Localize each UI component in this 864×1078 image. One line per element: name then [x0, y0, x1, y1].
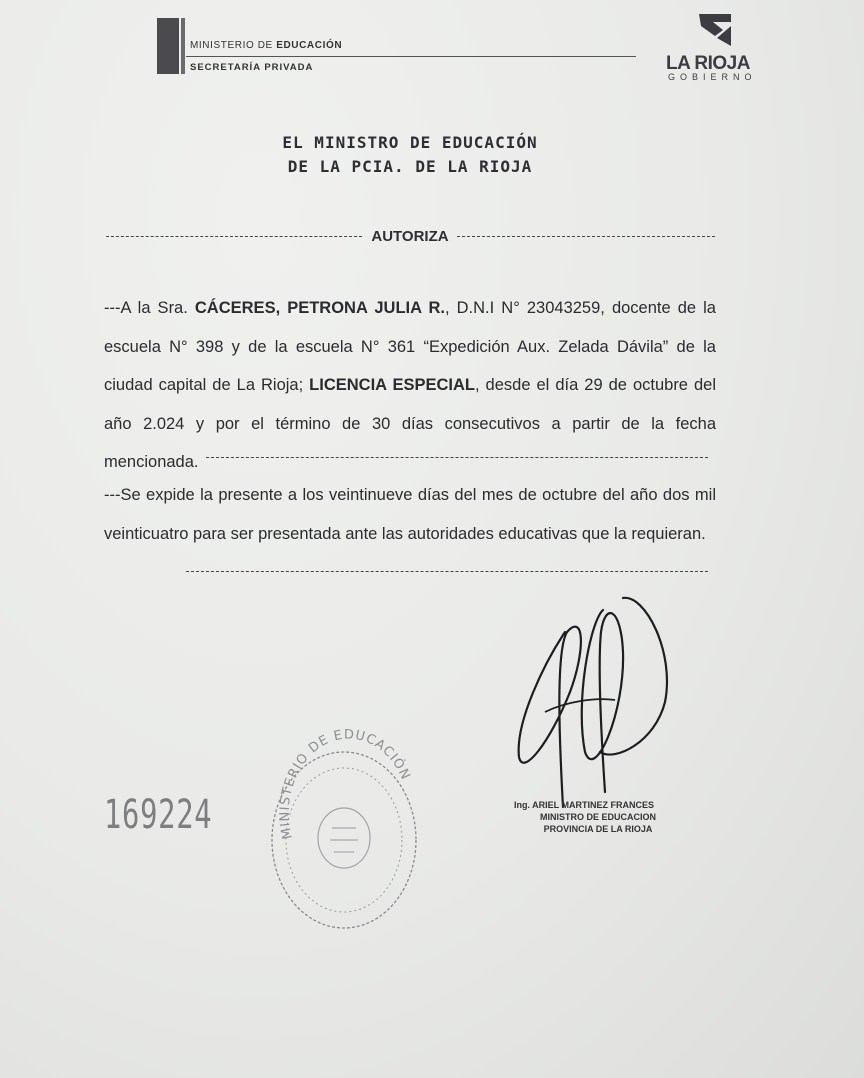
office-name: SECRETARÍA PRIVADA [190, 62, 314, 73]
title-line-1: EL MINISTRO DE EDUCACIÓN [282, 133, 538, 152]
header-rule [186, 56, 636, 57]
fill-dash-2 [186, 571, 708, 572]
heading-autoriza: AUTORIZA [371, 228, 449, 245]
logo-subtitle: GOBIERNO [668, 72, 757, 82]
signatory-province: PROVINCIA DE LA RIOJA [543, 824, 653, 834]
header-bar-mark-thin [181, 18, 185, 74]
paragraph-issuance: ---Se expide la presente a los veintinueve días del mes de octubre del año dos mil veinticuatro para ser presentada ante las autoridades educativas que la requieran. [104, 486, 716, 543]
paragraph-authorization: ---A la Sra. CÁCERES, PETRONA JULIA R., D.N.I N° 23043259, docente de la escuela N° 398 y de la escuela N° 361 “Expedición Aux. Zelada Dávila” de la ciudad capital de La Rioja; LICENCIA ESPECIAL, desde el día 29 de octubre del año 2.024 y por el término de 30 días consecutivos a partir de la fecha mencionada. [104, 299, 716, 471]
serial-number-stamp: 169224 [104, 792, 213, 838]
official-seal-icon [262, 728, 427, 933]
fill-dash-1 [206, 457, 708, 458]
handwritten-signature [505, 592, 685, 812]
signatory-name: Ing. ARIEL MARTINEZ FRANCES [514, 800, 654, 810]
signatory-block [508, 799, 688, 835]
heading-dash-right [457, 236, 715, 237]
title-line-2: DE LA PCIA. DE LA RIOJA [287, 157, 533, 176]
svg-text:MINISTERIO DE EDUCACIÓN: MINISTERIO DE EDUCACIÓN [277, 728, 413, 841]
ministry-name: MINISTERIO DE EDUCACIÓN [190, 40, 343, 51]
logo-name: LA RIOJA [666, 53, 750, 74]
signatory-title: MINISTRO DE EDUCACION [539, 812, 656, 822]
header-bar-mark [157, 18, 179, 74]
